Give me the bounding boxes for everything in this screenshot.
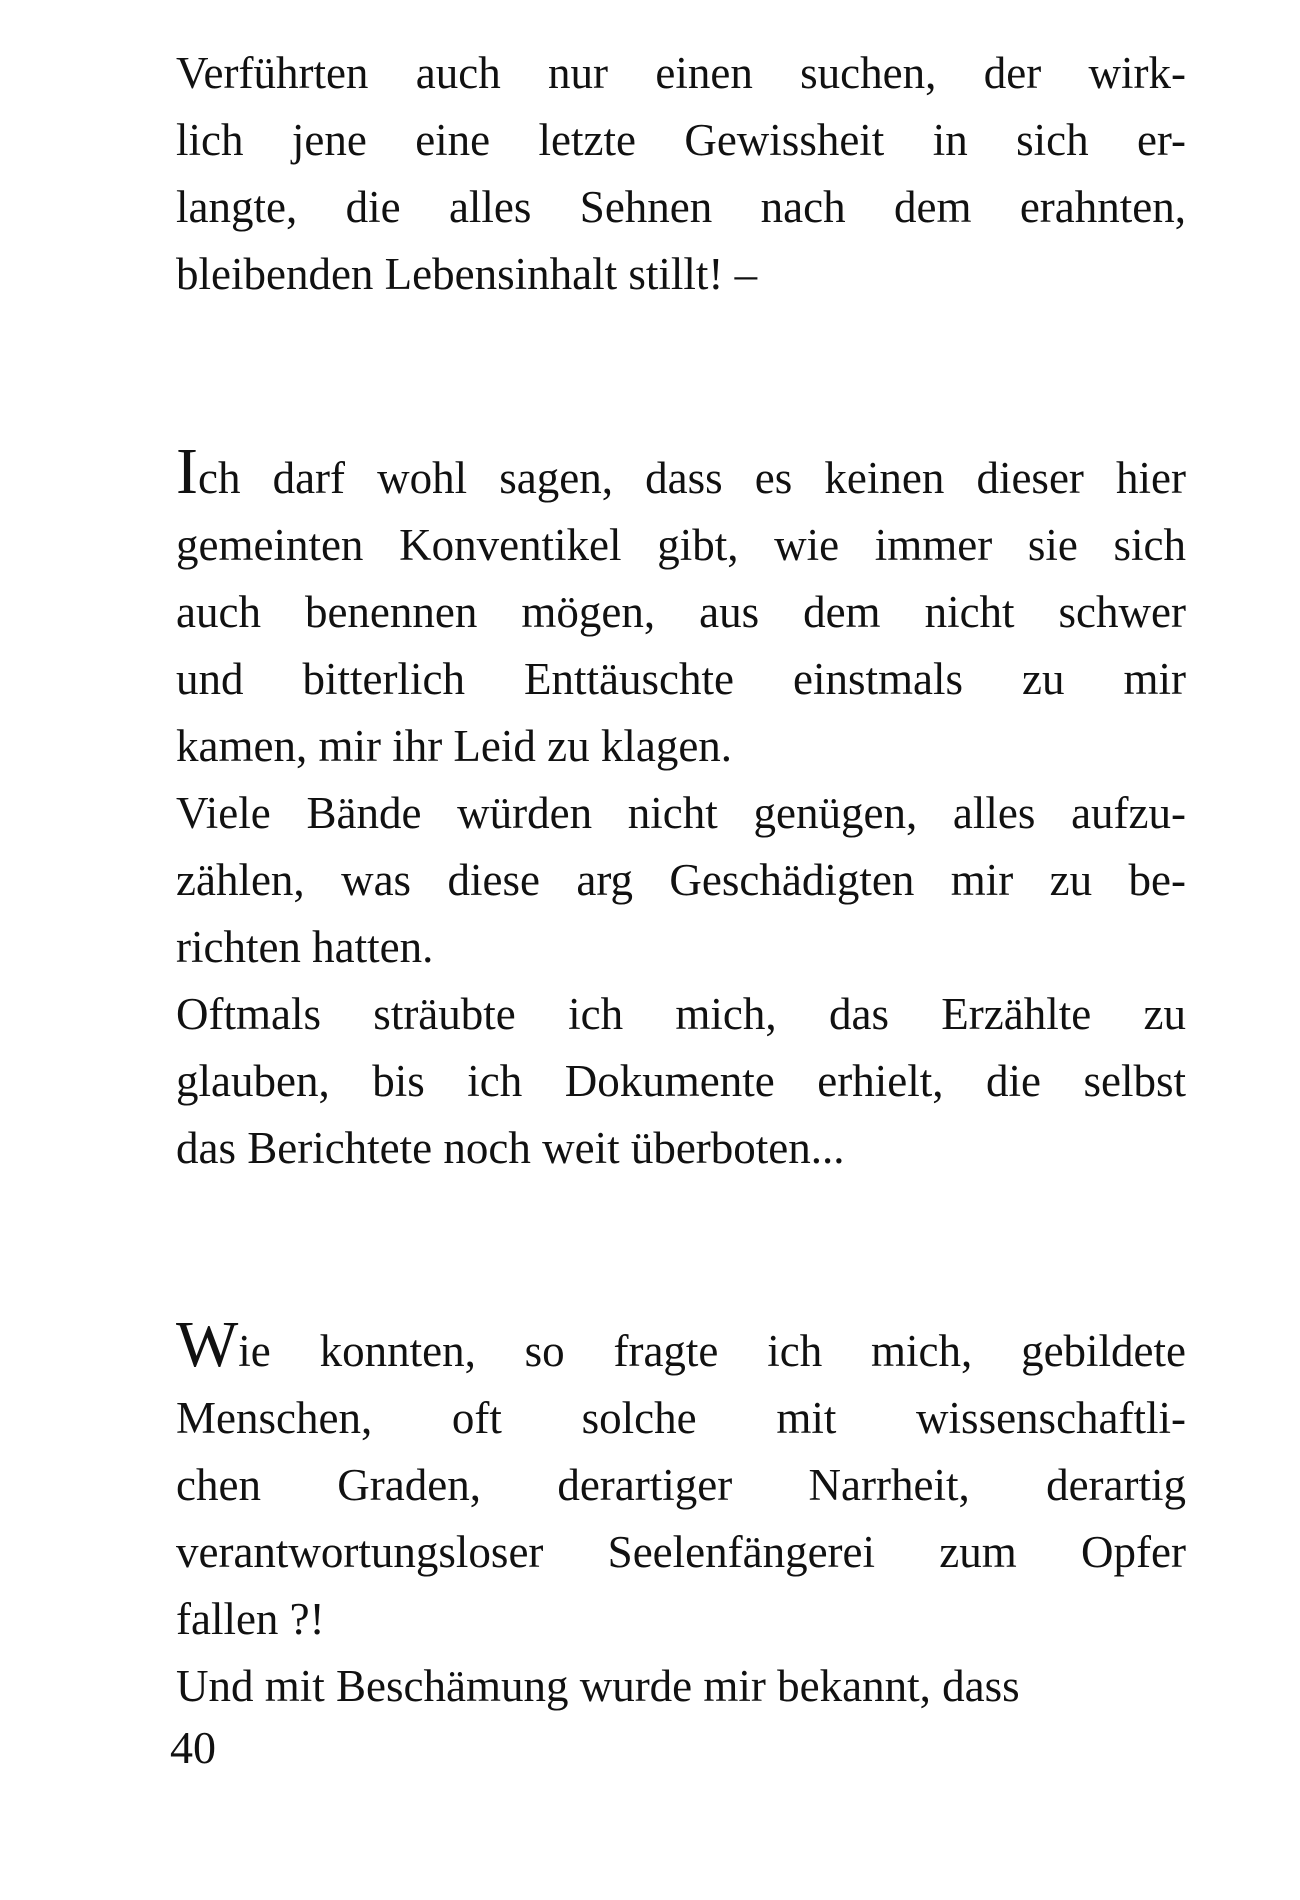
text-line: verantwortungsloser Seelenfängerei zum Opfer bbox=[176, 1527, 1186, 1577]
text-line-rest: ie konnten, so fragte ich mich, gebildete bbox=[238, 1326, 1186, 1376]
text-line: gemeinten Konventikel gibt, wie immer sie sich bbox=[176, 520, 1186, 570]
text-line: Viele Bände würden nicht genügen, alles aufzu- bbox=[176, 788, 1186, 838]
text-line: auch benennen mögen, aus dem nicht schwer bbox=[176, 587, 1186, 637]
text-line: glauben, bis ich Dokumente erhielt, die selbst bbox=[176, 1056, 1186, 1106]
text-line-first bbox=[176, 1308, 1186, 1385]
text-line-first bbox=[176, 435, 1186, 512]
text-line: das Berichtete noch weit überboten... bbox=[176, 1123, 845, 1173]
text-line: Oftmals sträubte ich mich, das Erzählte zu bbox=[176, 989, 1186, 1039]
text-line: kamen, mir ihr Leid zu klagen. bbox=[176, 721, 733, 771]
text-line: und bitterlich Enttäuschte einstmals zu mir bbox=[176, 654, 1186, 704]
text-line: langte, die alles Sehnen nach dem erahnten, bbox=[176, 182, 1186, 232]
paragraph-2 bbox=[176, 435, 1186, 1182]
text-line: zählen, was diese arg Geschädigten mir zu be- bbox=[176, 855, 1186, 905]
paragraph-1 bbox=[176, 40, 1186, 308]
text-line: Und mit Beschämung wurde mir bekannt, dass bbox=[176, 1661, 1020, 1711]
text-line: fallen ?! bbox=[176, 1594, 325, 1644]
initial-letter: I bbox=[176, 435, 198, 508]
page-number: 40 bbox=[170, 1722, 216, 1773]
initial-letter: W bbox=[176, 1308, 239, 1381]
text-line: lich jene eine letzte Gewissheit in sich er- bbox=[176, 115, 1186, 165]
text-line: Verführten auch nur einen suchen, der wirk- bbox=[176, 48, 1186, 98]
text-line-rest: ch darf wohl sagen, dass es keinen dieser hier bbox=[197, 453, 1186, 503]
text-line: chen Graden, derartiger Narrheit, derartig bbox=[176, 1460, 1186, 1510]
paragraph-3 bbox=[176, 1308, 1186, 1720]
text-line: richten hatten. bbox=[176, 922, 434, 972]
text-line: Menschen, oft solche mit wissenschaftli- bbox=[176, 1393, 1186, 1443]
text-line: bleibenden Lebensinhalt stillt! – bbox=[176, 249, 758, 299]
